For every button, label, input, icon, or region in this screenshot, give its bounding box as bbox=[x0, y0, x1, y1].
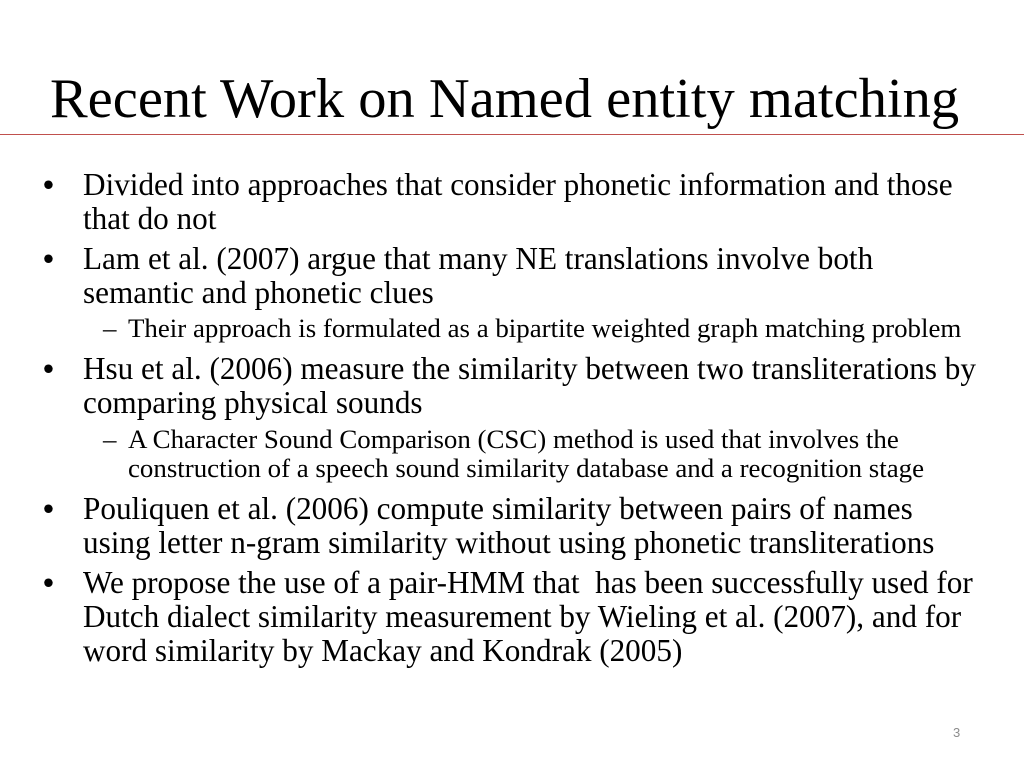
sub-bullet-text-line: Their approach is formulated as a bipartite weighted graph matching problem bbox=[128, 313, 962, 343]
bullet-text bbox=[83, 566, 973, 668]
bullet-text-line: word similarity by Mackay and Kondrak (2005) bbox=[83, 633, 683, 668]
bullet-text bbox=[83, 492, 934, 560]
bullet-text-line: using letter n-gram similarity without using phonetic transliterations bbox=[83, 525, 935, 560]
bullet-marker: • bbox=[43, 565, 54, 600]
page-number: 3 bbox=[953, 725, 961, 740]
bullet-text-line: Divided into approaches that consider phonetic information and those bbox=[83, 167, 953, 202]
bullet-text bbox=[83, 168, 953, 236]
bullet-text-line: Dutch dialect similarity measurement by Wieling et al. (2007), and for bbox=[83, 599, 962, 634]
bullet-text bbox=[83, 242, 873, 310]
sub-bullet-text bbox=[128, 314, 961, 343]
slide-title: Recent Work on Named entity matching bbox=[50, 68, 960, 130]
sub-bullet-marker: – bbox=[103, 424, 117, 454]
bullet-text-line: Lam et al. (2007) argue that many NE translations involve both bbox=[83, 241, 874, 276]
bullet-marker: • bbox=[43, 491, 54, 526]
bullet-text-line: that do not bbox=[83, 201, 217, 236]
sub-bullet-text-line: A Character Sound Comparison (CSC) method is used that involves the bbox=[128, 424, 899, 454]
bullet-marker: • bbox=[43, 241, 54, 276]
bullet-text bbox=[83, 352, 976, 420]
bullet-text-line: semantic and phonetic clues bbox=[83, 275, 434, 310]
bullet-text-line: Pouliquen et al. (2006) compute similarity between pairs of names bbox=[83, 491, 913, 526]
bullet-marker: • bbox=[43, 167, 54, 202]
sub-bullet-text bbox=[128, 425, 924, 483]
sub-bullet-text-line: construction of a speech sound similarity database and a recognition stage bbox=[128, 453, 925, 483]
bullet-text-line: Hsu et al. (2006) measure the similarity between two transliterations by bbox=[83, 351, 976, 386]
bullet-marker: • bbox=[43, 351, 54, 386]
sub-bullet-marker: – bbox=[103, 313, 117, 343]
title-underline bbox=[0, 134, 1024, 135]
bullet-text-line: We propose the use of a pair-HMM that has been successfully used for bbox=[83, 565, 973, 600]
bullet-text-line: comparing physical sounds bbox=[83, 385, 423, 420]
